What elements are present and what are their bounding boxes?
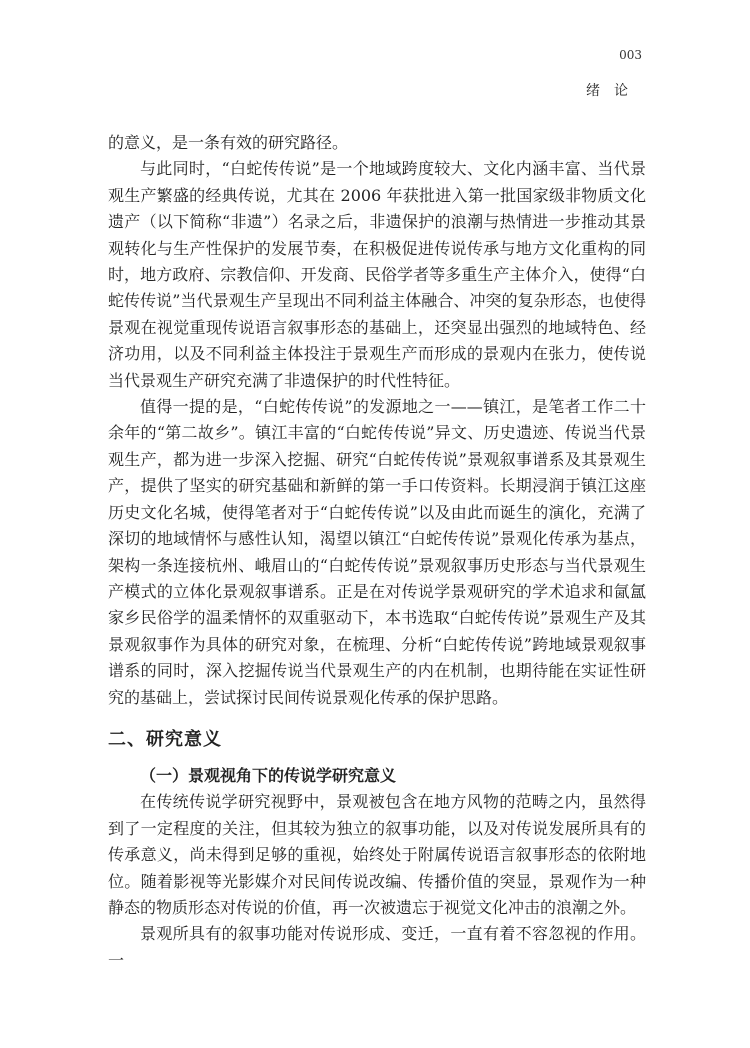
paragraph-narrative-function: 景观所具有的叙事功能对传说形成、变迁，一直有着不容忽视的作用。一 — [108, 924, 646, 970]
paragraph-continuation: 的意义，是一条有效的研究路径。 — [108, 133, 349, 152]
body-text — [108, 130, 646, 974]
page-number: 003 — [619, 48, 642, 62]
paragraph-zhenjiang: 值得一提的是，“白蛇传传说”的发源地之一——镇江，是笔者工作二十余年的“第二故乡”。镇江丰富的“白蛇传传说”异文、历史遗迹、传说当代景观生产，都为进一步深入挖掘、研究“白蛇传传说”景观叙事谱系及其景观生产，提供了坚实的研究基础和新鲜的第一手口传资料。长期浸润于镇江这座历史文化名城，使得笔者对于“白蛇传传说”以及由此而诞生的演化，充满了深切的地域情怀与感性认知，渴望以镇江“白蛇传传说”景观化传承为基点，架构一条连接杭州、峨眉山的“白蛇传传说”景观叙事历史形态与当代景观生产模式的立体化景观叙事谱系。正是在对传说学景观研究的学术追求和氤氲家乡民俗学的温柔情怀的双重驱动下，本书选取“白蛇传传说”景观生产及其景观叙事作为具体的研究对象，在梳理、分析“白蛇传传说”跨地域景观叙事谱系的同时，深入挖掘传说当代景观生产的内在机制，也期待能在实证性研究的基础上，尝试探讨民间传说景观化传承的保护思路。 — [108, 397, 646, 707]
paragraph-white-snake-legend: 与此同时，“白蛇传传说”是一个地域跨度较大、文化内涵丰富、当代景观生产繁盛的经典传说，尤其在 2006 年获批进入第一批国家级非物质文化遗产（以下简称“非遗”）名录之后，非遗保护的浪潮与热情进一步推动其景观转化与生产性保护的发展节奏，在积极促进传说传承与地方文化重构的同时，地方政府、宗教信仰、开发商、民俗学者等多重生产主体介入，使得“白蛇传传说”当代景观生产呈现出不同利益主体融合、冲突的复杂形态，也使得景观在视觉重现传说语言叙事形态的基础上，还突显出强烈的地域特色、经济功用，以及不同利益主体投注于景观生产而形成的景观内在张力，使传说当代景观生产研究充满了非遗保护的时代性特征。 — [108, 159, 646, 390]
running-head: 绪论 — [586, 83, 642, 99]
paragraph-traditional-legend-studies: 在传统传说学研究视野中，景观被包含在地方风物的范畴之内，虽然得到了一定程度的关注，但其较为独立的叙事功能，以及对传说发展所具有的传承意义，尚未得到足够的重视，始终处于附属传说语言叙事形态的依附地位。随着影视等光影媒介对民间传说改编、传播价值的突显，景观作为一种静态的物质形态对传说的价值，再一次被遗忘于视觉文化冲击的浪潮之外。 — [108, 792, 646, 917]
subsection-title-landscape-perspective: （一）景观视角下的传说学研究意义 — [140, 765, 397, 785]
section-title-research-significance: 二、研究意义 — [108, 728, 222, 750]
